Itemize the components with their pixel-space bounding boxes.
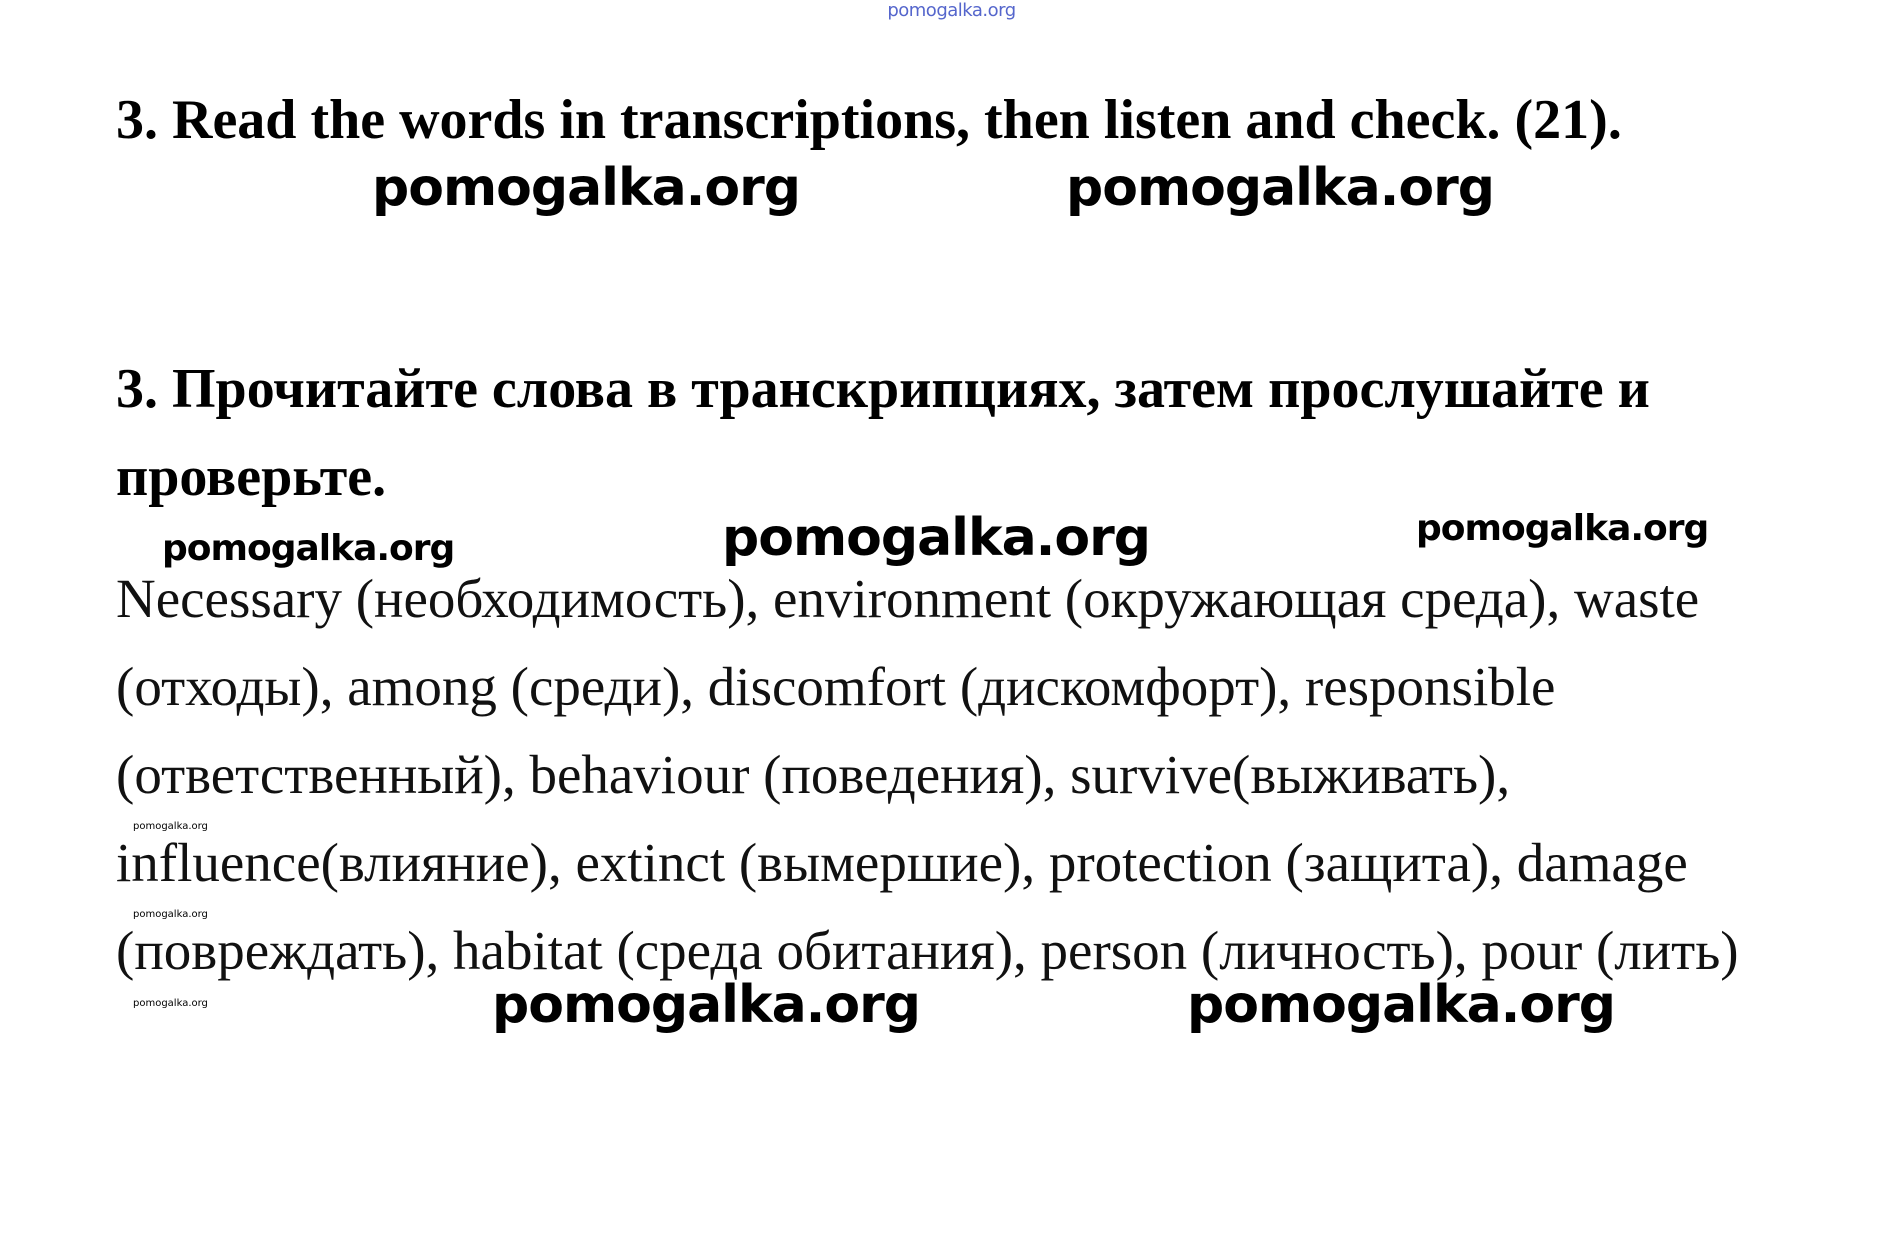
watermark-small: pomogalka.org xyxy=(133,909,208,920)
watermark: pomogalka.org xyxy=(162,528,455,569)
task-heading-russian: 3. Прочитайте слова в транскрипциях, затем прослушайте и проверьте. xyxy=(116,358,1650,508)
word-list: Necessary (необходимость), environment (окружающая среда), waste (отходы), among (среди), discomfort (дискомфорт), responsible (ответственный), behaviour (поведения), survive(выживать), influence(влияние), extinct (вымершие), protection (защита), damage (повреждать), habitat (среда обитания), person (личность), pour (лить) xyxy=(116,568,1739,981)
watermark: pomogalka.org xyxy=(1187,975,1616,1035)
watermark-small: pomogalka.org xyxy=(133,998,208,1009)
watermark: pomogalka.org xyxy=(722,508,1151,568)
watermark: pomogalka.org xyxy=(372,158,801,218)
watermark: pomogalka.org xyxy=(1416,508,1709,549)
watermark: pomogalka.org xyxy=(492,975,921,1035)
task-heading-english: 3. Read the words in transcriptions, then listen and check. (21). xyxy=(116,89,1622,151)
site-link[interactable]: pomogalka.org xyxy=(887,0,1016,21)
watermark: pomogalka.org xyxy=(1066,158,1495,218)
watermark-small: pomogalka.org xyxy=(133,821,208,832)
